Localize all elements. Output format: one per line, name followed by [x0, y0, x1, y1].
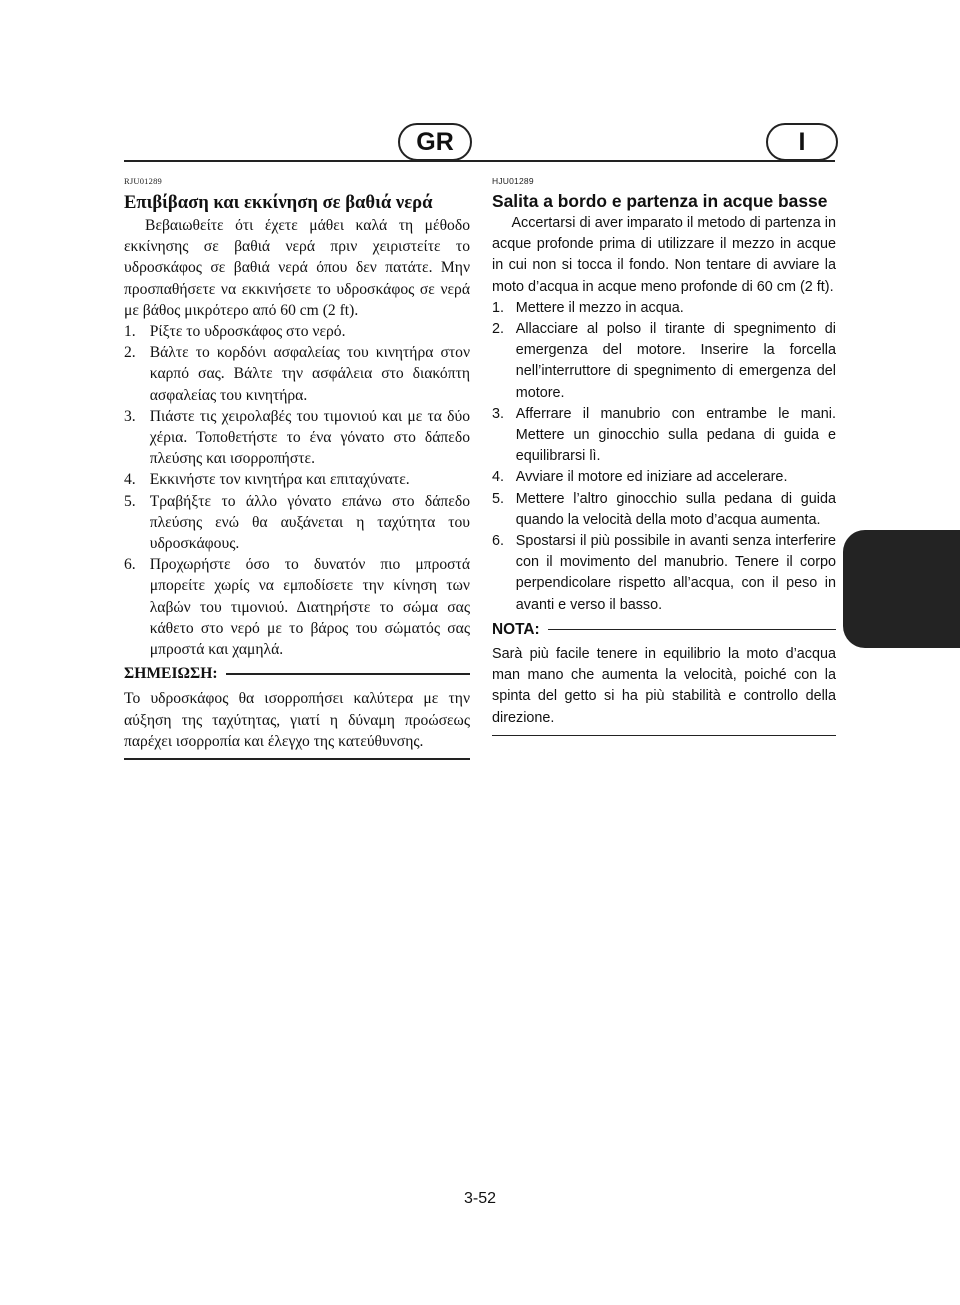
italian-column — [492, 175, 836, 736]
language-badge-it: I — [766, 123, 838, 161]
step-text: Εκκινήστε τον κινητήρα και επιταχύνατε. — [149, 471, 410, 489]
steps-list — [124, 321, 470, 660]
note-header — [492, 619, 836, 640]
language-badge-gr: GR — [398, 123, 472, 161]
list-item — [492, 489, 836, 531]
step-text: Προχωρήστε όσο το δυνατόν πιο μπροστά μπορείτε χωρίς να εμποδίσετε την κίνηση των λαβών του τιμονιού. Διατηρήστε το σώμα σας κάθετο στο νερό με το βάρος του σώματός σας μπροστά και χαμηλά. — [149, 556, 470, 659]
step-number: 5. — [124, 492, 136, 510]
note-label: NOTA: — [492, 620, 540, 638]
steps-list — [492, 298, 836, 616]
step-number: 1. — [492, 299, 505, 316]
list-item — [124, 321, 470, 342]
step-number: 6. — [124, 556, 136, 574]
step-number: 4. — [492, 469, 505, 486]
note-divider — [548, 629, 836, 631]
section-code: RJU01289 — [124, 176, 162, 186]
list-item — [492, 298, 836, 319]
page-number: 3-52 — [463, 1190, 497, 1207]
list-item — [124, 469, 470, 490]
note-text: Sarà più facile tenere in equilibrio la moto d’acqua man mano che aumenta la velocità, poiché con la spinta del getto si ha più stabilità e controllo della direzione. — [492, 646, 836, 726]
step-text: Spostarsi il più possibile in avanti senza interferire con il movimento del manubrio. Tenere il corpo perpendicolare rispetto all’acqua, con il peso in avanti e verso il basso. — [515, 533, 836, 613]
step-text: Τραβήξτε το άλλο γόνατο επάνω στο δάπεδο πλεύσης ενώ θα αυξάνεται η ταχύτητα του υδροσκάφους. — [149, 492, 470, 553]
list-item — [124, 406, 470, 470]
list-item — [492, 531, 836, 616]
step-text: Afferrare il manubrio con entrambe le mani. Mettere un ginocchio sulla pedana di guida e equilibrarsi lì. — [515, 405, 836, 465]
step-text: Mettere l’altro ginocchio sulla pedana di guida quando la velocità della moto d’acqua aumenta. — [515, 490, 836, 528]
section-code: HJU01289 — [492, 176, 534, 186]
note-header — [124, 663, 470, 684]
step-text: Mettere il mezzo in acqua. — [515, 299, 684, 316]
note-label: ΣΗΜΕΙΩΣΗ: — [124, 665, 218, 683]
step-number: 3. — [492, 405, 505, 422]
step-number: 3. — [124, 407, 136, 425]
step-number: 2. — [124, 344, 136, 362]
step-number: 5. — [492, 490, 505, 507]
step-text: Ρίξτε το υδροσκάφος στο νερό. — [149, 323, 346, 341]
intro-paragraph: Βεβαιωθείτε ότι έχετε μάθει καλά τη μέθοδο εκκίνησης σε βαθιά νερά πριν χειριστείτε το υδροσκάφος σε βαθιά νερά όπου δεν πατάτε. Μην προσπαθήσετε να εκκινήσετε το υδροσκάφος σε νερά με βάθος μικρότερο από 60 cm (2 ft). — [124, 217, 470, 319]
chapter-tab-marker — [843, 530, 960, 648]
list-item — [492, 404, 836, 468]
header-rule — [124, 160, 835, 162]
greek-column — [124, 175, 470, 760]
list-item — [124, 342, 470, 406]
list-item — [492, 319, 836, 404]
list-item — [492, 467, 836, 488]
step-text: Βάλτε το κορδόνι ασφαλείας του κινητήρα στον καρπό σας. Βάλτε την ασφάλεια στο διακόπτη ασφαλείας του κινητήρα. — [149, 344, 470, 404]
note-text: Το υδροσκάφος θα ισορροπήσει καλύτερα με την αύξηση της ταχύτητας, γιατί η δύναμη προώσεως παρέχει ισορροπία και έλεγχο της κατεύθυνσης. — [124, 690, 470, 750]
step-text: Πιάστε τις χειρολαβές του τιμονιού και με τα δύο χέρια. Τοποθετήστε το ένα γόνατο στο δάπεδο πλεύσης και ισορροπήστε. — [149, 407, 470, 468]
step-number: 1. — [124, 323, 136, 341]
list-item — [124, 491, 470, 555]
note-divider — [226, 673, 470, 675]
step-text: Allacciare al polso il tirante di spegnimento di emergenza del motore. Inserire la forcella nell’interruttore di spegnimento di emergenza del motore. — [515, 321, 836, 401]
note-end-rule — [492, 735, 836, 737]
note-end-rule — [124, 758, 470, 760]
list-item — [124, 554, 470, 660]
step-number: 6. — [492, 533, 505, 550]
section-heading: Salita a bordo e partenza in acque basse — [492, 191, 828, 211]
step-number: 4. — [124, 471, 136, 489]
intro-paragraph: Accertarsi di aver imparato il metodo di partenza in acque profonde prima di utilizzare il mezzo in acque in cui non si tocca il fondo. Non tentare di avviare la moto d’acqua in acque meno profonde di 60 cm (2 ft). — [492, 215, 836, 295]
step-text: Avviare il motore ed iniziare ad accelerare. — [515, 469, 788, 486]
section-heading: Επιβίβαση και εκκίνηση σε βαθιά νερά — [124, 192, 433, 213]
step-number: 2. — [492, 321, 505, 338]
